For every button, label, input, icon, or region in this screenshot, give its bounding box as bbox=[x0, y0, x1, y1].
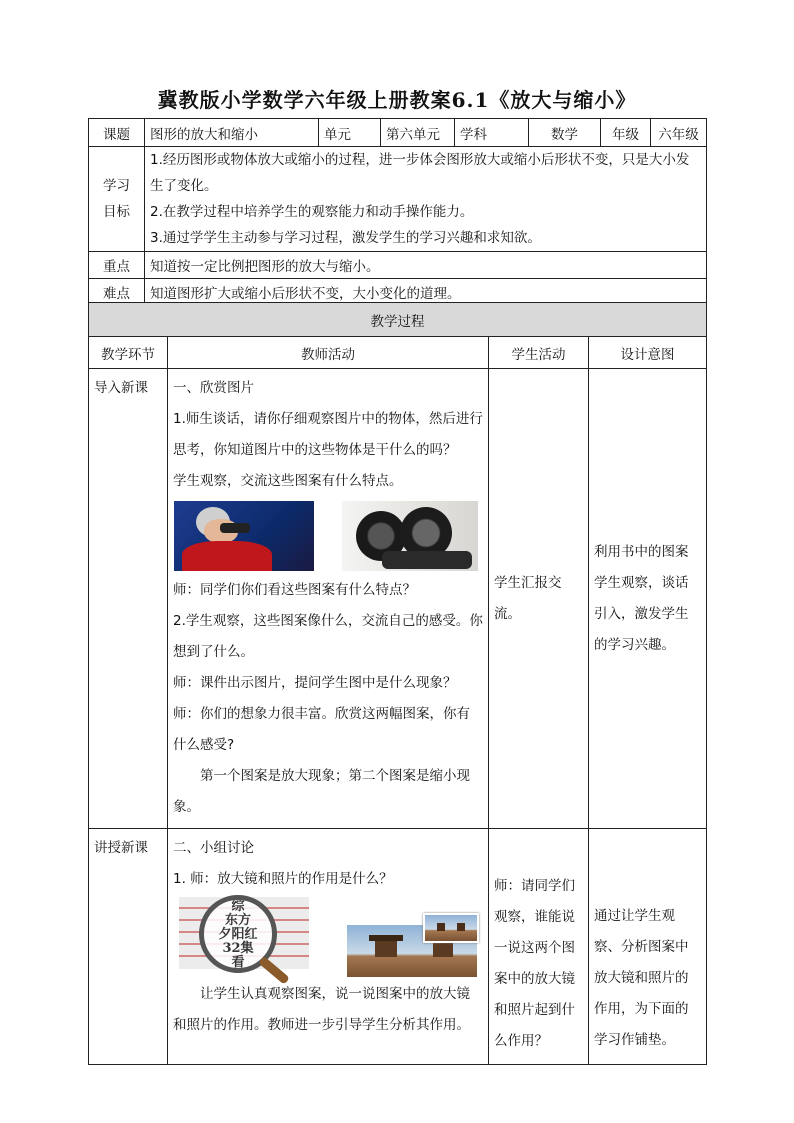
difficulty-label: 难点 bbox=[89, 279, 145, 306]
col-student: 学生活动 bbox=[489, 337, 589, 369]
info-table bbox=[88, 118, 707, 306]
grade-value: 六年级 bbox=[651, 119, 707, 147]
goal-item: 1.经历图形或物体放大或缩小的过程，进一步体会图形放大或缩小后形状不变，只是大小发生了变化。 bbox=[150, 152, 690, 194]
person-binoculars-photo bbox=[174, 501, 314, 571]
col-teacher: 教师活动 bbox=[168, 337, 489, 369]
goals-label: 学习 目标 bbox=[89, 147, 145, 252]
stage2-intent: 通过让学生观察、分析图案中放大镜和照片的作用，为下面的学习作铺垫。 bbox=[589, 829, 707, 1065]
col-stage: 教学环节 bbox=[89, 337, 168, 369]
stage2-name: 讲授新课 bbox=[89, 829, 168, 1065]
unit-value: 第六单元 bbox=[381, 119, 455, 147]
stage1-name: 导入新课 bbox=[89, 369, 168, 829]
goal-item: 2.在教学过程中培养学生的观察能力和动手操作能力。 bbox=[150, 204, 474, 220]
stage2-student: 师：请同学们观察，谁能说一说这两个图案中的放大镜和照片起到什么作用？ bbox=[489, 829, 589, 1065]
stage1-teacher: 一、欣赏图片 1.师生谈话，请你仔细观察图片中的物体，然后进行思考，你知道图片中的这些物体是干什么的吗？ 学生观察，交流这些图案有什么特点。 师：同学们你们看这些图案有什么特点？ 2.学生观察，这些图案像什么，交流自己的感受。你想到了什么。 师：课件出示图片，提问学生图中是什么现象？ 师：你们的想象力很丰富。欣赏这两幅图案，你有什么感受? 第一个图案是放大现象；第二个图案是缩小现象。 bbox=[168, 369, 489, 829]
difficulty-text: 知道图形扩大或缩小后形状不变，大小变化的道理。 bbox=[145, 279, 707, 306]
topic-label: 课题 bbox=[89, 119, 145, 147]
page-title: 冀教版小学数学六年级上册教案6.1《放大与缩小》 bbox=[157, 88, 637, 112]
col-intent: 设计意图 bbox=[589, 337, 707, 369]
small-photo bbox=[423, 913, 479, 943]
process-header: 教学过程 bbox=[89, 303, 707, 337]
subject-label: 学科 bbox=[455, 119, 529, 147]
stage1-intent: 利用书中的图案学生观察，谈话引入，激发学生的学习兴趣。 bbox=[589, 369, 707, 829]
topic-value: 图形的放大和缩小 bbox=[145, 119, 319, 147]
binoculars-photo bbox=[342, 501, 478, 571]
stage2-images bbox=[173, 895, 483, 979]
goals-content bbox=[145, 147, 707, 252]
stage1-images bbox=[173, 497, 483, 575]
magnifier-icon: 综 东方 夕阳红 32集 看 bbox=[199, 895, 277, 973]
stage2-teacher: 二、小组讨论 1. 师：放大镜和照片的作用是什么？ 综 东方 夕阳红 32集 看 让学生认真观察图案，说一说图案中的放大镜和照片的作用。教师进一步引导学生分析其作用。 bbox=[168, 829, 489, 1065]
unit-label: 单元 bbox=[319, 119, 381, 147]
key-point-text: 知道按一定比例把图形的放大与缩小。 bbox=[145, 252, 707, 279]
stage1-student: 学生汇报交流。 bbox=[489, 369, 589, 829]
process-table bbox=[88, 302, 707, 1065]
key-point-label: 重点 bbox=[89, 252, 145, 279]
grade-label: 年级 bbox=[601, 119, 651, 147]
goal-item: 3.通过学学生主动参与学习过程，激发学生的学习兴趣和求知欲。 bbox=[150, 230, 541, 246]
subject-value: 数学 bbox=[529, 119, 601, 147]
